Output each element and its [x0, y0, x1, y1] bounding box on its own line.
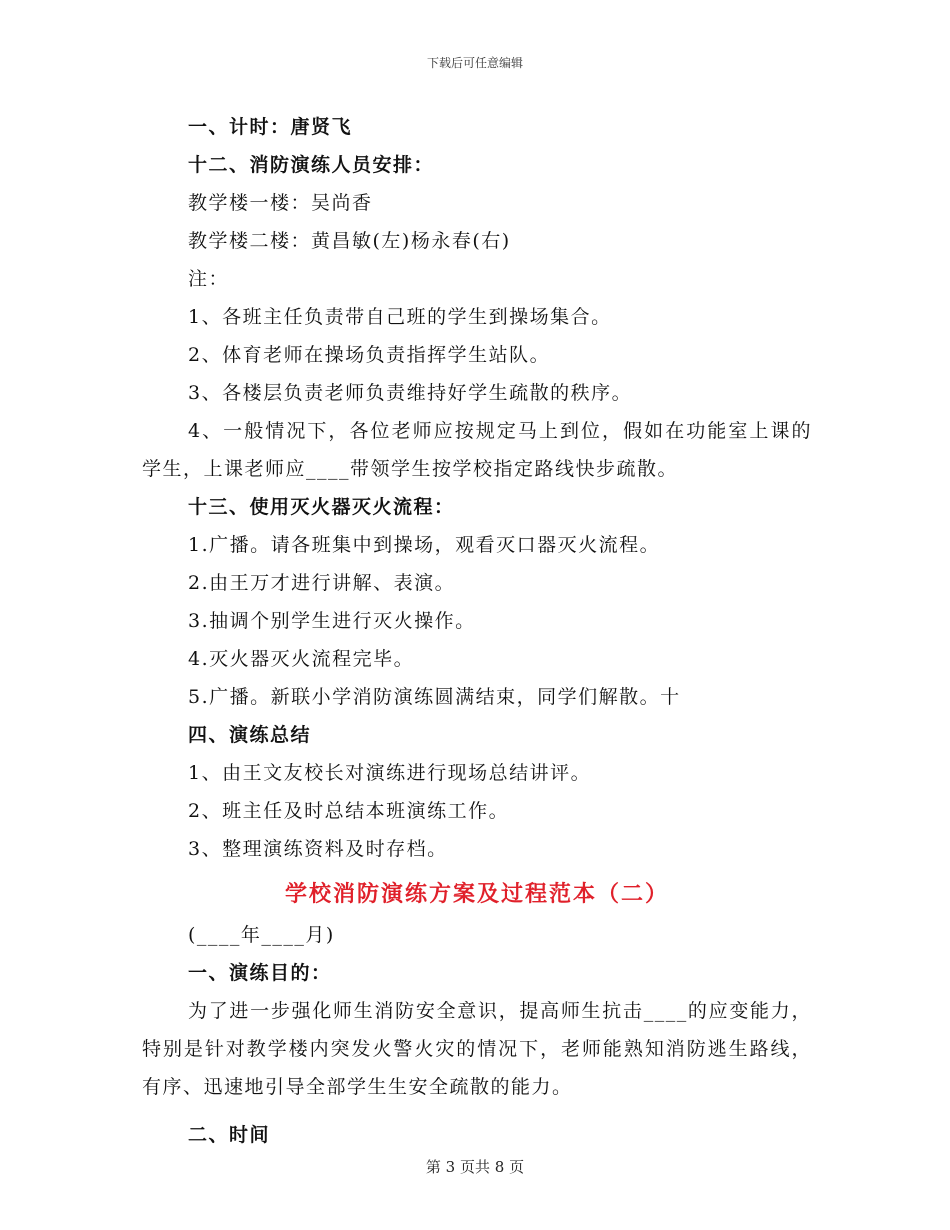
- section-12-line-2: 教学楼二楼：黄昌敏(左)杨永春(右): [188, 230, 511, 252]
- section-12-heading: 十二、消防演练人员安排：: [188, 154, 435, 176]
- section-4-item-1: 1、由王文友校长对演练进行现场总结讲评。: [188, 762, 592, 784]
- note-item-3: 3、各楼层负责老师负责维持好学生疏散的秩序。: [188, 382, 633, 404]
- section-13-step-5: 5.广播。新联小学消防演练圆满结束，同学们解散。十: [188, 686, 681, 708]
- section-13-heading: 十三、使用灭火器灭火流程：: [188, 496, 455, 518]
- document-2-section-1-paragraph: 为了进一步强化师生消防安全意识，提高师生抗击____的应变能力，特别是针对教学楼内突发火警火灾的情况下，老师能熟知消防逃生路线，有序、迅速地引导全部学生生安全疏散的能力。: [142, 1000, 812, 1098]
- page-footer-number: 第 3 页共 8 页: [425, 1158, 525, 1176]
- section-12-line-1: 教学楼一楼：吴尚香: [188, 192, 373, 214]
- document-2-section-2-heading: 二、时间: [188, 1124, 271, 1146]
- document-2-section-1-heading: 一、演练目的：: [188, 962, 332, 984]
- section-4-heading: 四、演练总结: [188, 724, 312, 746]
- document-body: [142, 108, 812, 1154]
- section-13-step-1: 1.广播。请各班集中到操场，观看灭口器灭火流程。: [188, 534, 661, 556]
- page-header-note: 下载后可任意编辑: [426, 56, 523, 70]
- section-4-item-2: 2、班主任及时总结本班演练工作。: [188, 800, 510, 822]
- section-4-item-3: 3、整理演练资料及时存档。: [188, 838, 448, 860]
- section-13-step-2: 2.由王万才进行讲解、表演。: [188, 572, 456, 594]
- note-item-4: 4、一般情况下，各位老师应按规定马上到位，假如在功能室上课的学生，上课老师应____带领学生按学校指定路线快步疏散。: [142, 420, 812, 480]
- note-item-2: 2、体育老师在操场负责指挥学生站队。: [188, 344, 551, 366]
- section-13-step-4: 4.灭火器灭火流程完毕。: [188, 648, 415, 670]
- paragraph-gap: [142, 1106, 812, 1116]
- document-2-date: (____年____月): [188, 924, 335, 946]
- note-item-1: 1、各班主任负责带自己班的学生到操场集合。: [188, 306, 612, 328]
- section-13-step-3: 3.抽调个别学生进行灭火操作。: [188, 610, 476, 632]
- document-2-title: 学校消防演练方案及过程范本（二）: [284, 881, 669, 907]
- timekeeper-line: 一、计时：唐贤飞: [188, 116, 353, 138]
- note-label: 注：: [188, 268, 230, 290]
